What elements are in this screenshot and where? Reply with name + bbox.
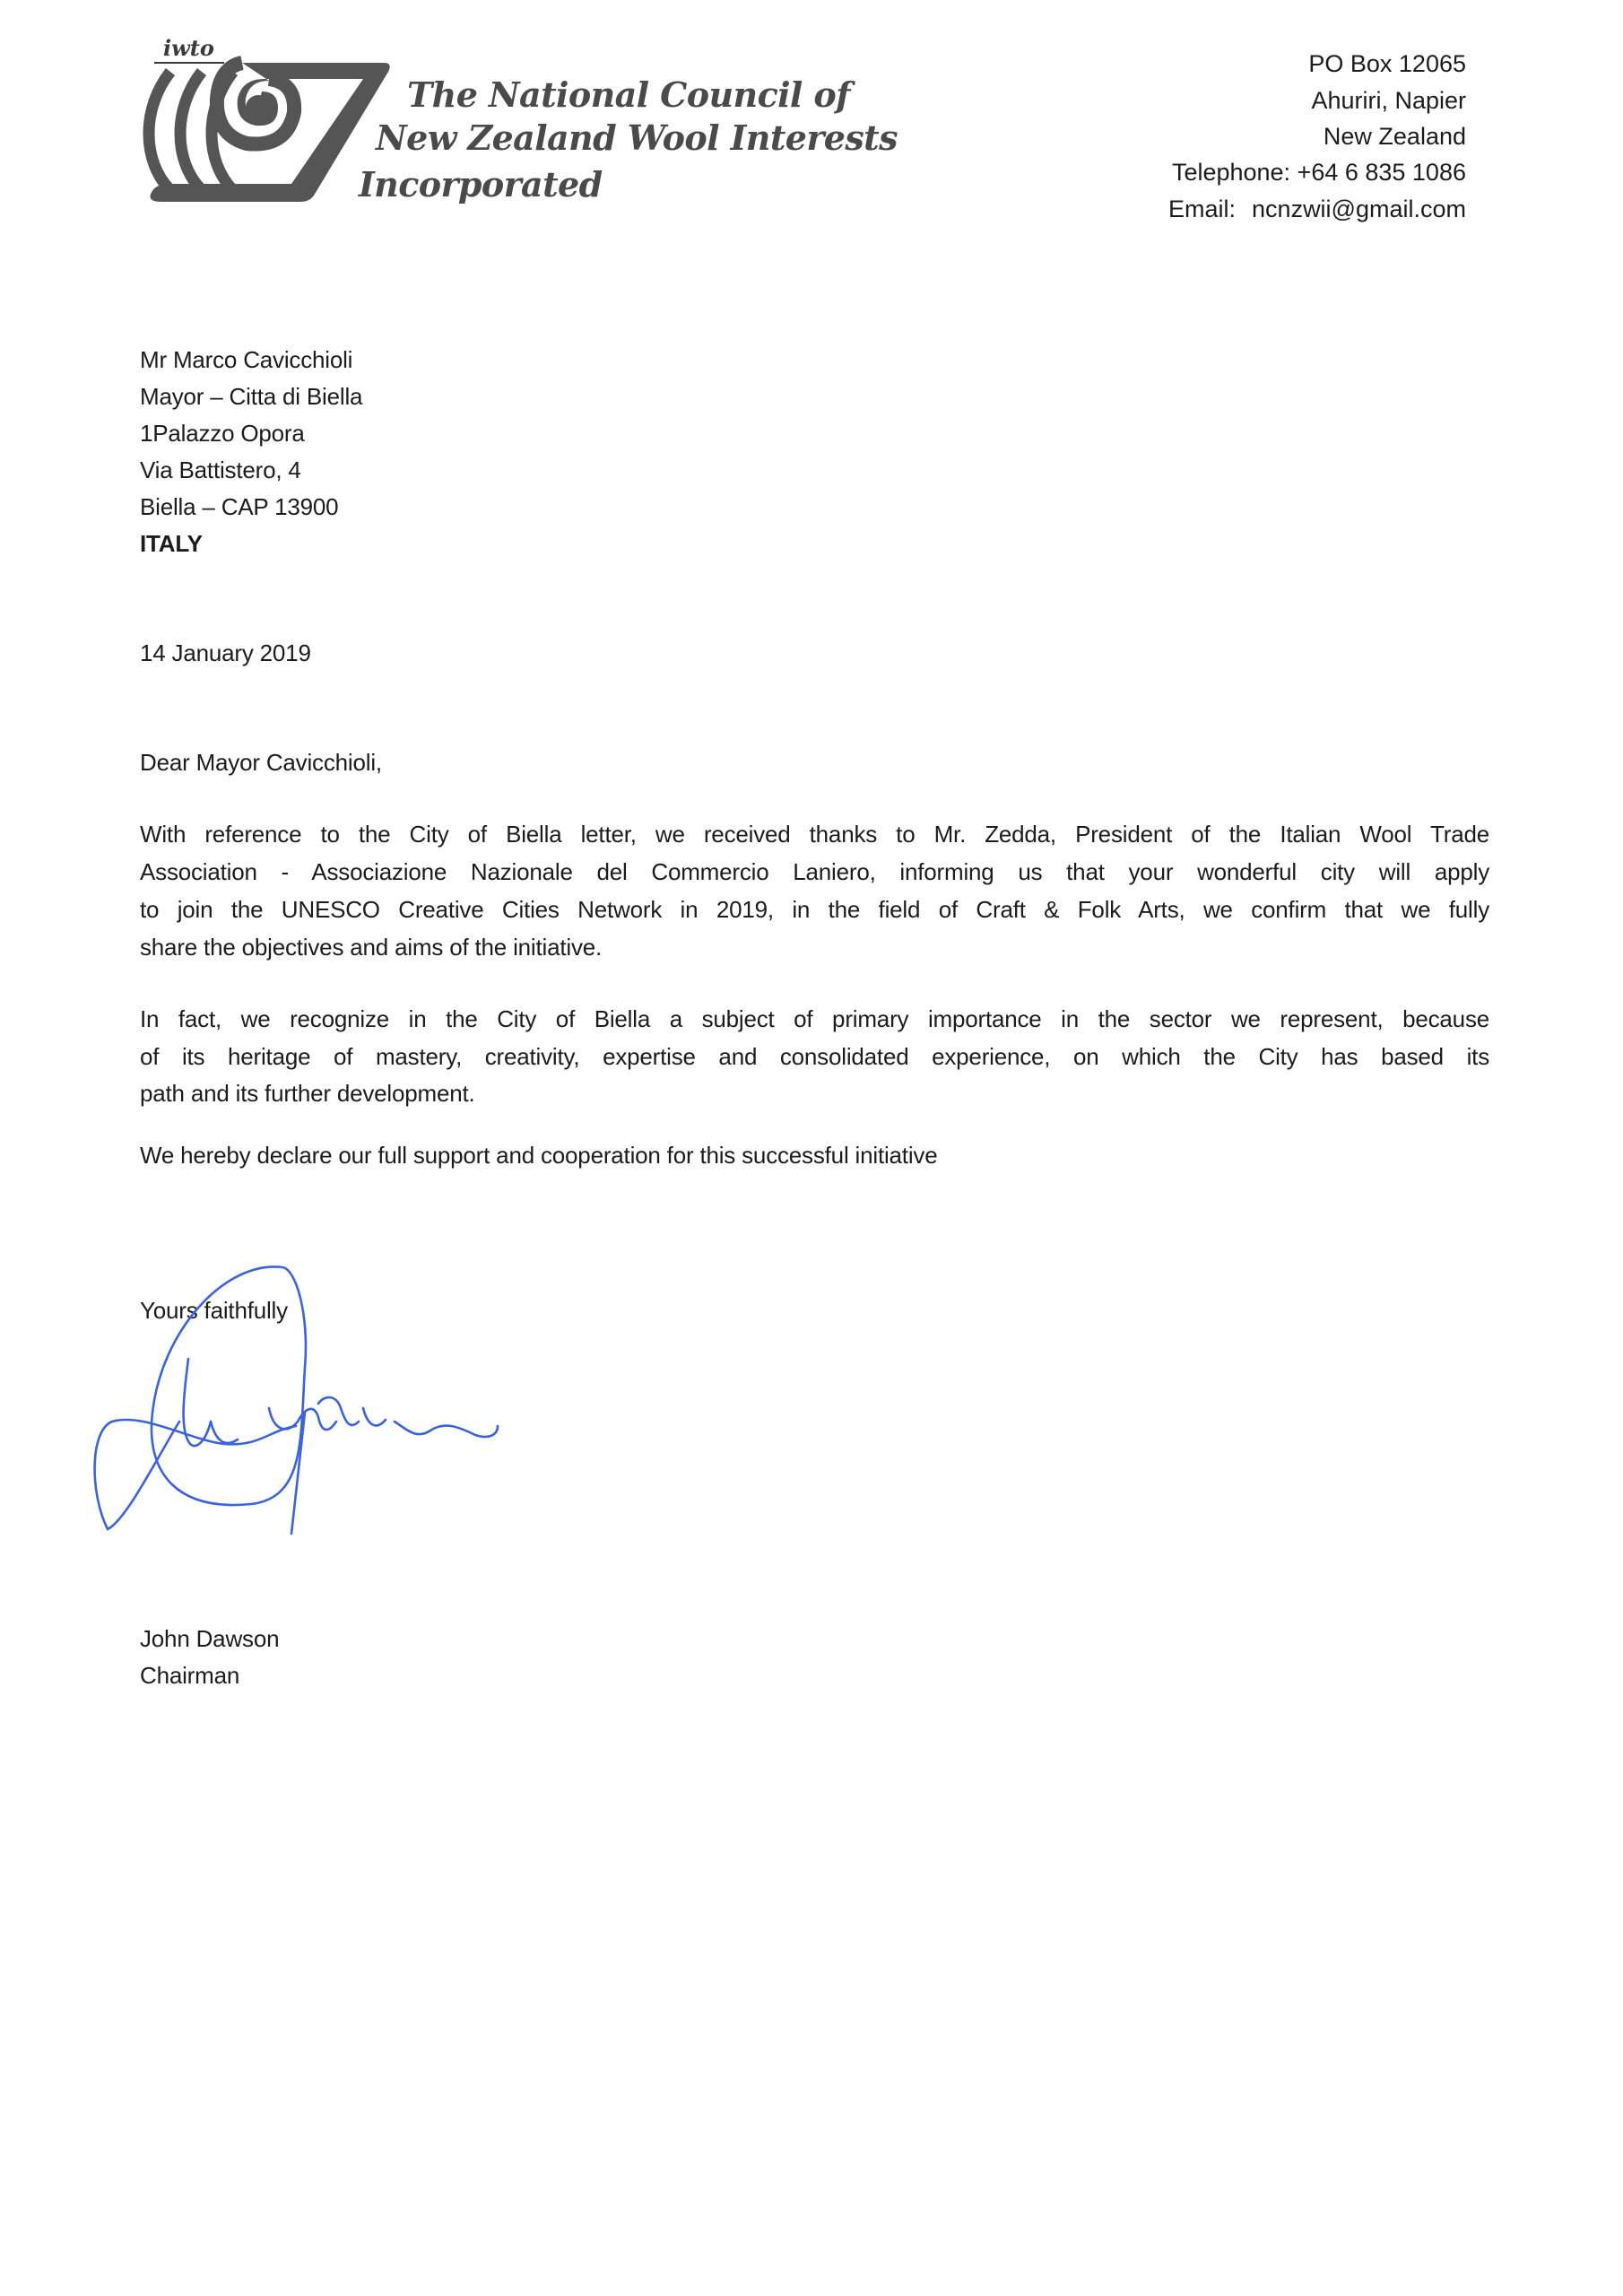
logo-spiral-center [246,95,271,120]
signatory-title: Chairman [140,1662,240,1689]
logo-strand [149,72,170,190]
organization-name-line-2: New Zealand Wool Interests [376,117,898,158]
logo-strand [180,72,202,190]
letter-date: 14 January 2019 [140,639,311,666]
email-address[interactable]: ncnzwii@gmail.com [1252,196,1466,222]
organization-logo [135,36,395,206]
organization-name-line-1: The National Council of [407,74,850,115]
closing: Yours faithfully [140,1297,288,1324]
contact-telephone: Telephone: +64 6 835 1086 [1171,159,1466,186]
contact-country: New Zealand [1323,123,1466,150]
body-paragraph-2-line: In fact, we recognize in the City of Biella a subject of primary importance in the sector we represent, because [140,1005,1489,1032]
recipient-address-line: Via Battistero, 4 [140,457,301,483]
recipient-address-line: Biella – CAP 13900 [140,493,339,520]
recipient-name: Mr Marco Cavicchioli [140,346,353,373]
handwritten-signature [90,1260,511,1547]
body-paragraph-1-line: to join the UNESCO Creative Cities Network in 2019, in the field of Craft & Folk Arts, we confirm that we fully [140,896,1489,923]
contact-email-row [1168,196,1466,222]
recipient-address-line: 1Palazzo Opora [140,420,305,447]
organization-name-line-3: Incorporated [359,164,603,204]
body-paragraph-2-line: path and its further development. [140,1080,475,1107]
contact-po-box: PO Box 12065 [1308,50,1466,77]
contact-locality: Ahuriri, Napier [1311,87,1466,114]
logo-wordmark: iwto [163,36,214,61]
signatory-name: John Dawson [140,1625,280,1652]
body-paragraph-1-line: With reference to the City of Biella letter, we received thanks to Mr. Zedda, President of the Italian Wool Trade [140,821,1489,848]
body-paragraph-2-line: of its heritage of mastery, creativity, expertise and consolidated experience, on which the City has based its [140,1043,1489,1070]
body-paragraph-1-line: Association - Associazione Nazionale del Commercio Laniero, informing us that your wonderful city will apply [140,858,1489,885]
recipient-country: ITALY [140,530,203,557]
email-label: Email: [1168,196,1237,222]
salutation: Dear Mayor Cavicchioli, [140,749,382,776]
recipient-title: Mayor – Citta di Biella [140,383,363,410]
body-paragraph-1-line: share the objectives and aims of the initiative. [140,934,603,961]
body-paragraph-3-line: We hereby declare our full support and cooperation for this successful initiative [140,1142,938,1169]
